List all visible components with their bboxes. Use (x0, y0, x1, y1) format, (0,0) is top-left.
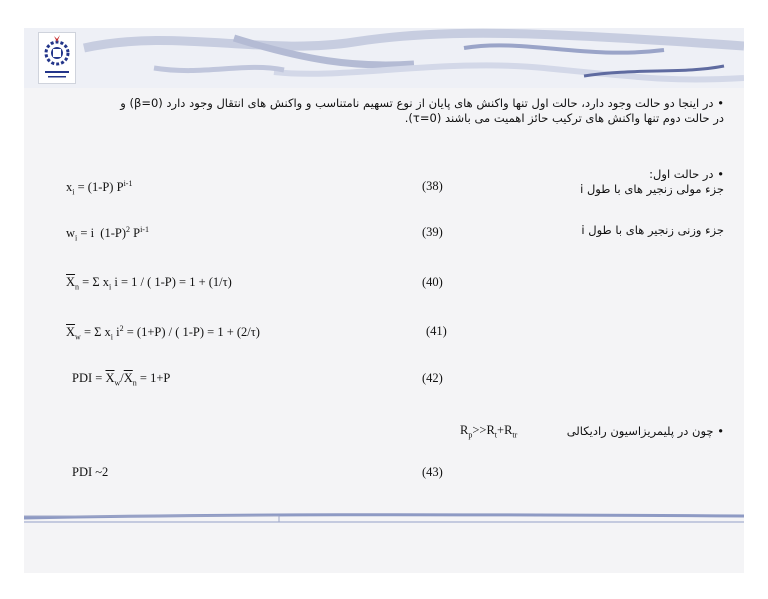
footer-divider (24, 512, 744, 526)
university-logo-icon (38, 32, 76, 84)
case1-block: • در حالت اول: جزء مولی زنجیر های با طول i (580, 167, 724, 196)
radical-note-text: چون در پلیمریزاسیون رادیکالی (566, 424, 714, 438)
equation-43: PDI ~2 (72, 465, 109, 479)
rate-relation: $R_p>>R_t+R_{tr}$ (460, 423, 518, 440)
case1-label: در حالت اول: (649, 167, 714, 181)
equation-number-41: (41) (426, 324, 447, 338)
intro-line-1: در اینجا دو حالت وجود دارد، حالت اول تنها واکنش های پایان از نوع تسهیم نامتناسب و واکنش های انتقال وجود دارد (β=0) و (120, 96, 714, 110)
intro-line-2: در حالت دوم تنها واکنش های ترکیب حائز اهمیت می باشند (τ=0). (404, 111, 724, 125)
equation-41: $\overline{X}_w = \Sigma$ $x_i$ $i^2 = (1+P)$ / ( 1-P) = 1 + (2/τ) (66, 324, 260, 342)
equation-42: PDI = $\overline{X}_w/\overline{X}_n = 1+P$ (72, 371, 171, 388)
radical-note: • چون در پلیمریزاسیون رادیکالی (566, 424, 724, 438)
equation-number-43: (43) (422, 465, 443, 479)
equation-40: $\overline{X}_n = \Sigma$ $x_i$ i = 1 / ( 1-P) = 1 + (1/τ) (66, 275, 232, 292)
weight-fraction-label: جزء وزنی زنجیر های با طول i (581, 223, 724, 237)
equation-number-40: (40) (422, 275, 443, 289)
equation-38: $x_i = (1-P)$ $P^{i-1}$ (66, 179, 133, 197)
slide (24, 28, 744, 573)
molar-fraction-label: جزء مولی زنجیر های با طول i (580, 182, 724, 196)
header-banner (24, 28, 744, 88)
equation-number-39: (39) (422, 225, 443, 239)
equation-number-38: (38) (422, 179, 443, 193)
equation-39: $w_i = i$ $(1-P)^2$ $P^{i-1}$ (66, 225, 149, 243)
intro-bullet (54, 96, 724, 126)
equation-number-42: (42) (422, 371, 443, 385)
bullet-mark: • (717, 96, 724, 110)
